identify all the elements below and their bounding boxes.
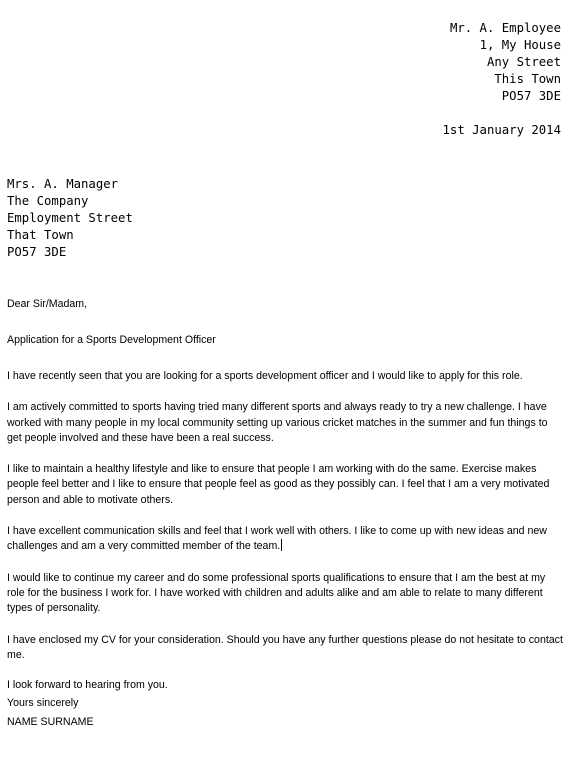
closing-line: I look forward to hearing from you. xyxy=(7,679,168,692)
recipient-postcode: PO57 3DE xyxy=(7,245,67,259)
paragraph-career: I would like to continue my career and do some professional sports qualifications to ensure that I am the best at my role for the business I work for. I have worked with children and adults alike and am able to relate to many different types of personality. xyxy=(7,571,546,615)
sender-town: This Town xyxy=(494,72,561,86)
letter-date: 1st January 2014 xyxy=(442,123,561,137)
letter-body[interactable] xyxy=(7,297,563,730)
paragraph-skills-text: I have excellent communication skills and feel that I work well with others. I like to come up with new ideas and new challenges and am a very committed member of the team. xyxy=(7,525,547,553)
paragraph-intro: I have recently seen that you are looking for a sports development officer and I would like to apply for this role. xyxy=(7,370,523,382)
salutation: Dear Sir/Madam, xyxy=(7,298,88,310)
sender-address xyxy=(450,20,561,105)
recipient-company: The Company xyxy=(7,194,89,208)
subject-line: Application for a Sports Development Officer xyxy=(7,334,216,346)
sign-off: Yours sincerely xyxy=(7,697,79,710)
sender-address-line-1: 1, My House xyxy=(479,38,561,52)
paragraph-skills xyxy=(7,524,563,555)
text-cursor xyxy=(281,539,282,551)
sender-postcode: PO57 3DE xyxy=(501,89,561,103)
paragraph-lifestyle: I like to maintain a healthy lifestyle and like to ensure that people I am working with do the same. Exercise makes people feel better and I like to ensure that people feel as good as they possibly can. I feel that I am a very motivated person and able to motivate others. xyxy=(7,463,550,506)
sender-address-line-2: Any Street xyxy=(486,55,561,69)
sender-name: Mr. A. Employee xyxy=(449,21,561,35)
recipient-address xyxy=(7,176,133,261)
recipient-name: Mrs. A. Manager xyxy=(7,177,119,191)
signature: NAME SURNAME xyxy=(7,715,94,728)
paragraph-experience: I am actively committed to sports having tried many different sports and always ready to try a new challenge. I have worked with many people in my local community setting up various cricket matches in the summer and fun things to get people involved and these have been a real success. xyxy=(7,401,548,444)
recipient-town: That Town xyxy=(7,228,74,242)
paragraph-enclosure: I have enclosed my CV for your consideration. Should you have any further questions please do not hesitate to contact me. xyxy=(7,633,563,661)
recipient-street: Employment Street xyxy=(7,211,133,225)
